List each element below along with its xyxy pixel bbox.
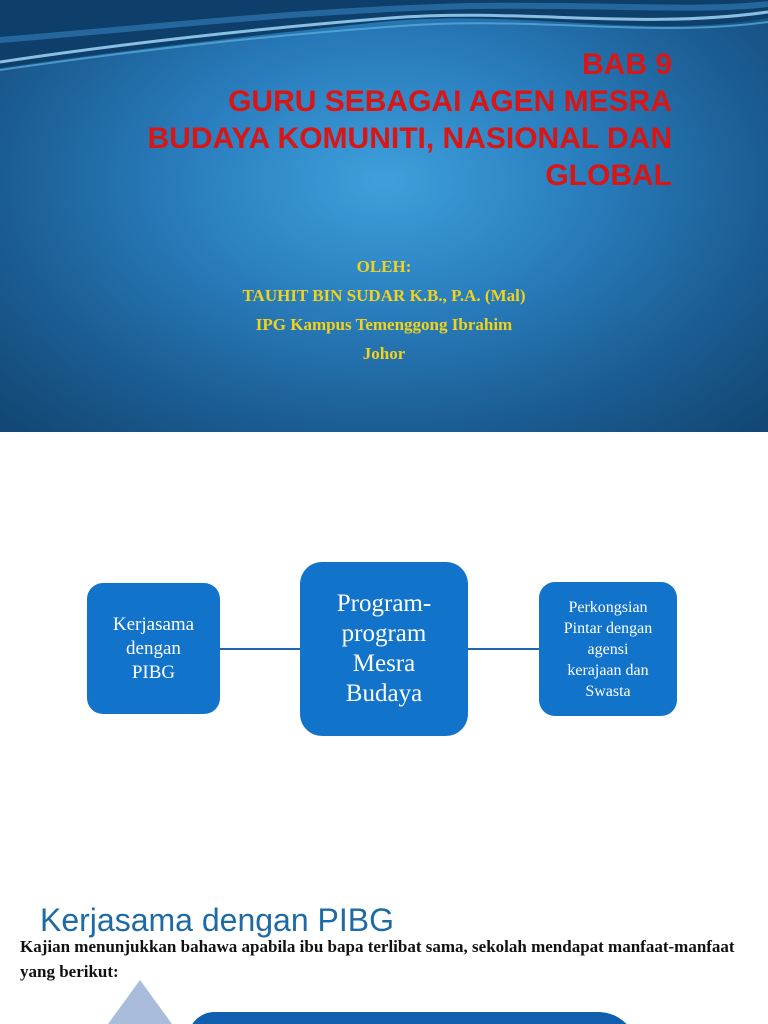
author-info <box>0 252 768 368</box>
box-program-mesra-budaya <box>300 562 468 736</box>
title-line: BAB 9 <box>581 48 672 81</box>
title-line: GURU SEBAGAI AGEN MESRA <box>228 85 672 118</box>
author-label: OLEH: <box>356 257 412 276</box>
diagram-slide <box>0 432 768 876</box>
author-institution: IPG Kampus Temenggong Ibrahim <box>255 315 513 334</box>
title-slide <box>0 0 768 432</box>
box-kerjasama-pibg <box>87 583 220 714</box>
connector-right <box>468 648 539 650</box>
content-box <box>188 1012 638 1024</box>
box-label: Program- program Mesra Budaya <box>336 590 432 707</box>
author-location: Johor <box>362 344 406 363</box>
slide-title <box>52 46 672 194</box>
section-heading: Kerjasama dengan PIBG <box>40 902 394 938</box>
title-line: GLOBAL <box>545 159 672 192</box>
arrow-up-icon <box>108 980 172 1024</box>
body-text: Kajian menunjukkan bahawa apabila ibu bapa terlibat sama, sekolah mendapat manfaat-manfaat yang berikut: <box>20 937 735 981</box>
box-label: Kerjasama dengan PIBG <box>112 613 195 683</box>
box-label: Perkongsian Pintar dengan agensi kerajaan dan Swasta <box>563 598 653 700</box>
connector-left <box>220 648 300 650</box>
box-perkongsian-pintar <box>539 582 677 716</box>
author-name: TAUHIT BIN SUDAR K.B., P.A. (Mal) <box>242 286 526 305</box>
content-slide <box>0 876 768 1024</box>
title-line: BUDAYA KOMUNITI, NASIONAL DAN <box>147 122 672 155</box>
